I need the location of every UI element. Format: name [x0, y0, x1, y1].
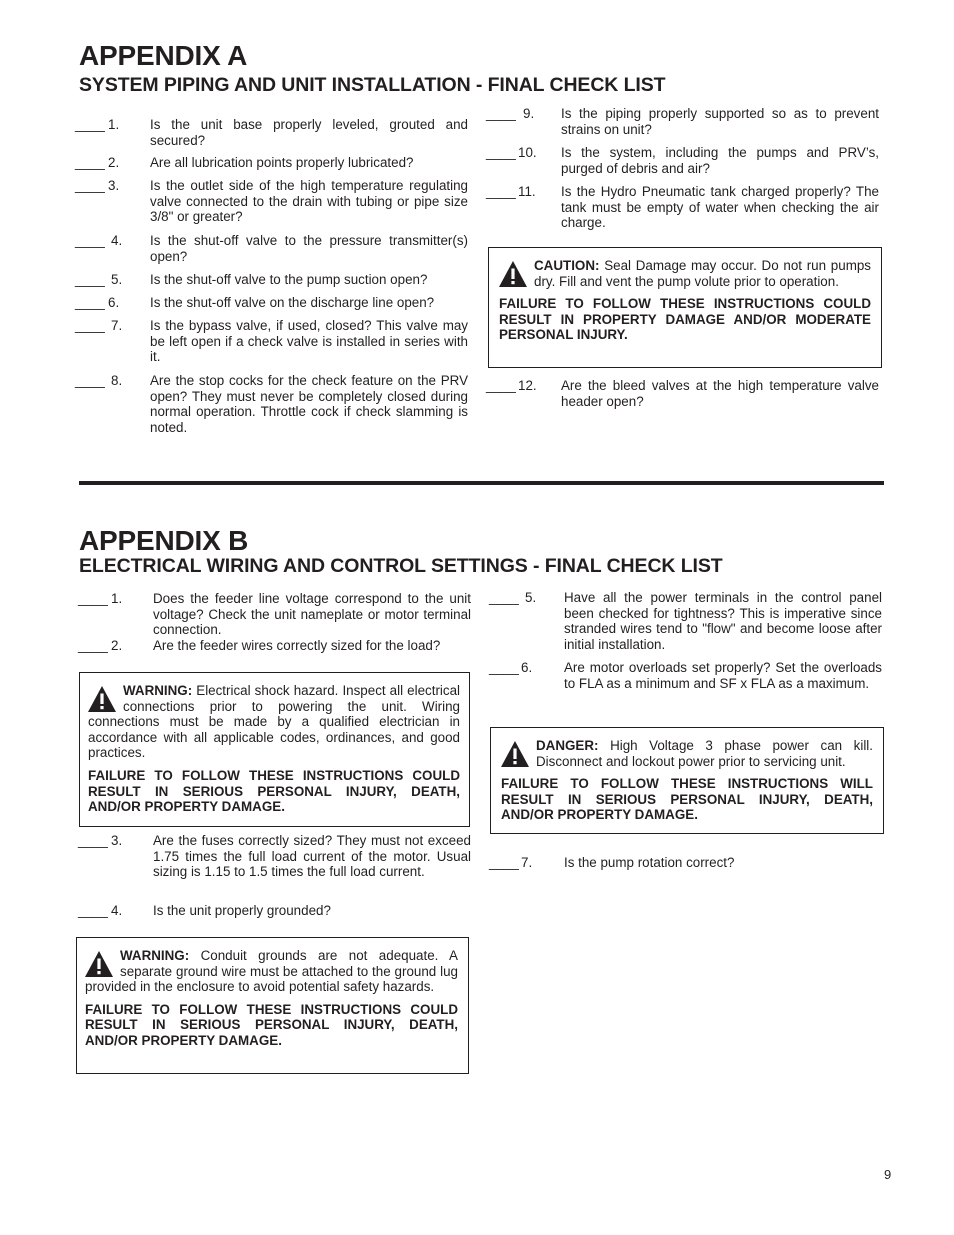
item-text: Are the stop cocks for the check feature on the PRV open? They must never be completely closed during normal operation. Throttle cock if check slamming is noted. [150, 373, 468, 435]
warning-triangle-icon [498, 260, 528, 288]
check-blank[interactable]: ____ [75, 117, 105, 132]
checklist-item-a11 [486, 184, 881, 232]
check-blank[interactable]: ____ [78, 638, 108, 653]
item-text: Is the system, including the pumps and PRV’s, purged of debris and air? [561, 145, 879, 176]
item-number: 6. [521, 660, 533, 675]
checklist-item-b2 [78, 638, 473, 654]
appendix-b-subtitle: ELECTRICAL WIRING AND CONTROL SETTINGS - FINAL CHECK LIST [79, 555, 723, 577]
checklist-item-a10 [486, 145, 881, 177]
item-text: Are the fuses correctly sized? They must not exceed 1.75 times the full load current of the motor. Usual sizing is 1.15 to 1.5 times the full load current. [153, 833, 471, 880]
item-number: 10. [518, 145, 537, 160]
appendix-b-title: APPENDIX B [79, 525, 249, 556]
item-number: 9. [523, 106, 535, 121]
check-blank[interactable]: ____ [75, 233, 105, 248]
item-number: 11. [518, 184, 536, 199]
item-text: Is the unit properly grounded? [153, 903, 331, 918]
checklist-item-b3 [78, 833, 473, 897]
appendix-a-title: APPENDIX A [79, 40, 248, 71]
item-text: Are the bleed valves at the high temperature valve header open? [561, 378, 879, 409]
checklist-item-a8 [75, 373, 470, 437]
check-blank[interactable]: ____ [75, 155, 105, 170]
check-blank[interactable]: ____ [489, 660, 519, 675]
checklist-item-a12 [486, 378, 881, 410]
item-number: 4. [111, 903, 123, 918]
item-number: 5. [111, 272, 123, 287]
item-number: 2. [111, 638, 123, 653]
check-blank[interactable]: ____ [486, 378, 516, 393]
warning-failure-text: FAILURE TO FOLLOW THESE INSTRUCTIONS COULD RESULT IN SERIOUS PERSONAL INJURY, DEATH, AND/OR PROPERTY DAMAGE. [85, 1001, 458, 1048]
checklist-item-a9 [486, 106, 881, 138]
check-blank[interactable]: ____ [486, 145, 516, 160]
caution-text: CAUTION: Seal Damage may occur. Do not run pumps dry. Fill and vent the pump volute prior to operation. [534, 258, 871, 289]
item-text: Is the piping properly supported so as to prevent strains on unit? [561, 106, 879, 137]
warning-triangle-icon [84, 950, 114, 978]
checklist-item-a5 [75, 272, 470, 288]
item-text: Is the unit base properly leveled, grouted and secured? [150, 117, 468, 148]
item-number: 3. [108, 178, 120, 193]
check-blank[interactable]: ____ [489, 855, 519, 870]
check-blank[interactable]: ____ [486, 106, 516, 121]
check-blank[interactable]: ____ [75, 295, 105, 310]
warning-failure-text: FAILURE TO FOLLOW THESE INSTRUCTIONS COULD RESULT IN SERIOUS PERSONAL INJURY, DEATH, AND/OR PROPERTY DAMAGE. [88, 767, 460, 815]
item-text: Are motor overloads set properly? Set the overloads to FLA as a minimum and SF x FLA as a maximum. [564, 660, 882, 691]
checklist-item-a6 [75, 295, 470, 311]
item-number: 1. [111, 591, 123, 606]
check-blank[interactable]: ____ [75, 318, 105, 333]
item-text: Are all lubrication points properly lubricated? [150, 155, 414, 170]
checklist-item-b4 [78, 903, 473, 919]
item-text: Is the bypass valve, if used, closed? This valve may be left open if a check valve is installed in series with it. [150, 318, 468, 365]
warning-text: WARNING: Electrical shock hazard. Inspect all electrical connections prior to powering the unit. Wiring connections must be made by a qualified electrician in accordance with all applicable codes, ordinances, and good practices. [88, 683, 460, 761]
item-text: Is the shut-off valve to the pump suction open? [150, 272, 428, 287]
item-text: Does the feeder line voltage correspond to the unit voltage? Check the unit nameplate or motor terminal connection. [153, 591, 471, 638]
item-number: 5. [525, 590, 537, 605]
item-number: 6. [108, 295, 120, 310]
item-text: Is the Hydro Pneumatic tank charged properly? The tank must be empty of water when checking the air charge. [561, 184, 879, 231]
item-text: Are the feeder wires correctly sized for the load? [153, 638, 441, 653]
checklist-item-b7 [489, 855, 884, 871]
check-blank[interactable]: ____ [489, 590, 519, 605]
danger-text: DANGER: High Voltage 3 phase power can kill. Disconnect and lockout power prior to servicing unit. [536, 738, 873, 769]
caution-box [488, 247, 882, 368]
checklist-item-b6 [489, 660, 884, 708]
item-number: 2. [108, 155, 120, 170]
warning-triangle-icon [500, 740, 530, 768]
checklist-item-a4 [75, 233, 470, 265]
warning-text: WARNING: Conduit grounds are not adequate. A separate ground wire must be attached to the ground lug provided in the enclosure to avoid potential safety hazards. [85, 948, 458, 995]
danger-failure-text: FAILURE TO FOLLOW THESE INSTRUCTIONS WILL RESULT IN SERIOUS PERSONAL INJURY, DEATH, AND/OR PROPERTY DAMAGE. [501, 776, 873, 823]
item-number: 7. [521, 855, 533, 870]
section-divider [79, 481, 884, 485]
checklist-item-b1 [78, 591, 473, 639]
item-text: Is the outlet side of the high temperature regulating valve connected to the drain with tubing or pipe size 3/8" or greater? [150, 178, 468, 225]
danger-label: DANGER: [536, 738, 599, 753]
checklist-item-a3 [75, 178, 470, 226]
item-text: Have all the power terminals in the control panel been checked for tightness? This is imperative since stranded wires tend to "flow" and become loose after initial installation. [564, 590, 882, 652]
check-blank[interactable]: ____ [75, 272, 105, 287]
item-number: 3. [111, 833, 123, 848]
check-blank[interactable]: ____ [486, 184, 516, 199]
warning-label: WARNING: [120, 948, 190, 963]
item-number: 12. [518, 378, 537, 393]
warning-electrical-box [79, 672, 470, 827]
checklist-item-a7 [75, 318, 470, 366]
item-number: 8. [111, 373, 123, 388]
item-number: 7. [111, 318, 123, 333]
check-blank[interactable]: ____ [75, 373, 105, 388]
item-text: Is the shut-off valve to the pressure transmitter(s) open? [150, 233, 468, 264]
warning-triangle-icon [87, 685, 117, 713]
check-blank[interactable]: ____ [78, 903, 108, 918]
checklist-item-a2 [75, 155, 470, 171]
checklist-item-b5 [489, 590, 884, 654]
item-number: 4. [111, 233, 123, 248]
danger-box [490, 727, 884, 834]
caution-failure-text: FAILURE TO FOLLOW THESE INSTRUCTIONS COULD RESULT IN PROPERTY DAMAGE AND/OR MODERATE PERSONAL INJURY. [499, 296, 871, 343]
warning-ground-box [76, 937, 469, 1074]
page-number: 9 [884, 1167, 892, 1182]
checklist-item-a1 [75, 117, 470, 149]
appendix-a-subtitle: SYSTEM PIPING AND UNIT INSTALLATION - FINAL CHECK LIST [79, 74, 666, 96]
item-text: Is the shut-off valve on the discharge line open? [150, 295, 435, 310]
item-text: Is the pump rotation correct? [564, 855, 735, 870]
caution-label: CAUTION: [534, 258, 600, 273]
warning-label: WARNING: [123, 683, 193, 698]
item-number: 1. [108, 117, 120, 132]
check-blank[interactable]: ____ [78, 833, 108, 848]
check-blank[interactable]: ____ [78, 591, 108, 606]
check-blank[interactable]: ____ [75, 178, 105, 193]
